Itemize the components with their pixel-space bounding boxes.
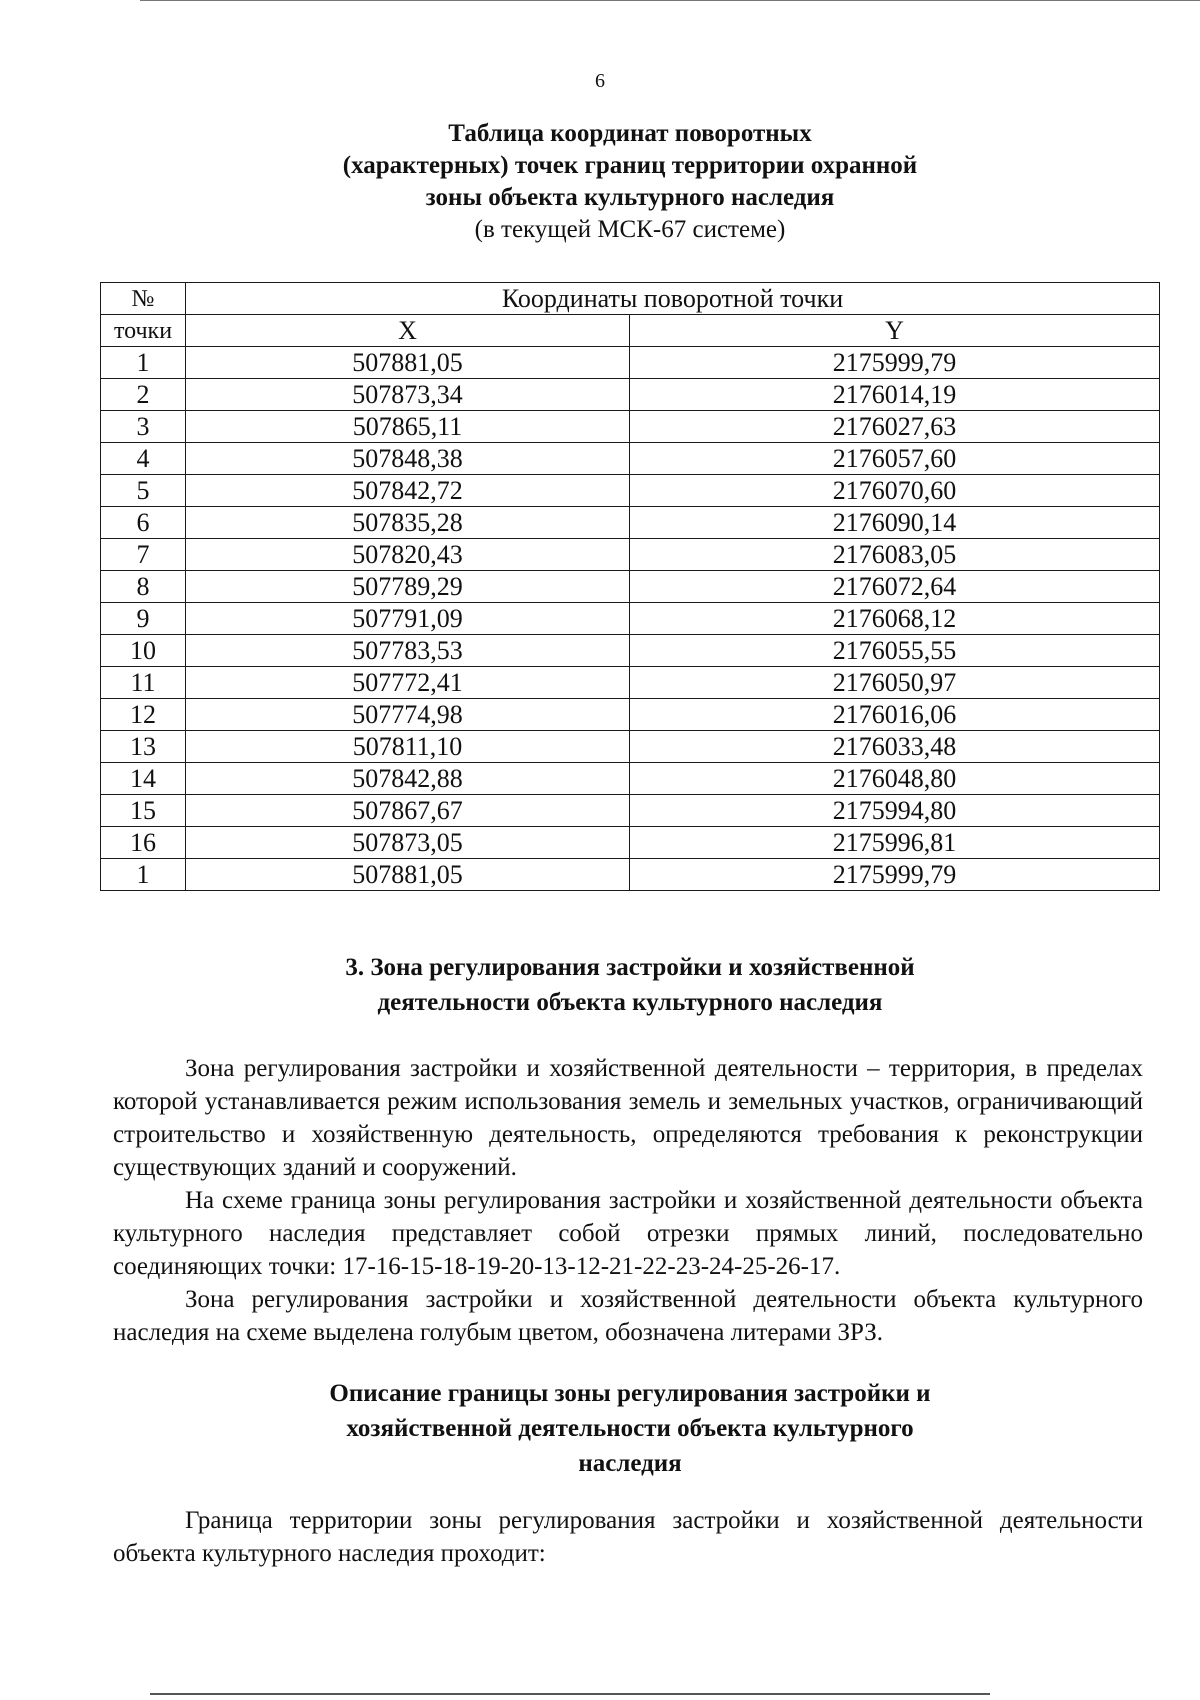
y-coordinate: 2176016,06: [630, 699, 1160, 731]
table-row: [101, 603, 1160, 635]
section-3-heading-line-1: 3. Зона регулирования застройки и хозяйственной: [345, 954, 915, 981]
point-number: 7: [101, 539, 186, 571]
y-coordinate: 2176083,05: [630, 539, 1160, 571]
x-coordinate: 507772,41: [186, 667, 630, 699]
section-3-heading-line-2: деятельности объекта культурного наследия: [377, 989, 883, 1016]
point-number: 1: [101, 347, 186, 379]
y-coordinate: 2176033,48: [630, 731, 1160, 763]
coordinates-header: Координаты поворотной точки: [186, 283, 1160, 315]
x-coordinate: 507835,28: [186, 507, 630, 539]
y-coordinate: 2176068,12: [630, 603, 1160, 635]
point-number: 15: [101, 795, 186, 827]
x-coordinate: 507873,34: [186, 379, 630, 411]
point-number: 2: [101, 379, 186, 411]
point-number: 13: [101, 731, 186, 763]
x-coordinate: 507848,38: [186, 443, 630, 475]
x-coordinate: 507774,98: [186, 699, 630, 731]
y-coordinate: 2176057,60: [630, 443, 1160, 475]
section-3-paragraph-2: На схеме граница зоны регулирования застройки и хозяйственной деятельности объекта культурного наследия представляет собой отрезки прямых линий, последовательно соединяющих точки: 17-16-15-18-19-20-13-12-21-22-23-24-25-26-17.: [113, 1187, 1143, 1280]
y-coordinate: 2176070,60: [630, 475, 1160, 507]
point-number: 4: [101, 443, 186, 475]
x-coordinate: 507789,29: [186, 571, 630, 603]
table-row: [101, 731, 1160, 763]
table-row: [101, 443, 1160, 475]
point-number: 14: [101, 763, 186, 795]
y-column-header: Y: [630, 315, 1160, 347]
x-coordinate: 507881,05: [186, 347, 630, 379]
table-row: [101, 347, 1160, 379]
table-row: [101, 475, 1160, 507]
section-3-heading: [200, 950, 1060, 1020]
point-number: 11: [101, 667, 186, 699]
y-coordinate: 2176027,63: [630, 411, 1160, 443]
table-title-coordinate-system: (в текущей МСК-67 системе): [474, 216, 786, 243]
y-coordinate: 2175996,81: [630, 827, 1160, 859]
x-coordinate: 507881,05: [186, 859, 630, 891]
table-row: [101, 667, 1160, 699]
point-number: 9: [101, 603, 186, 635]
table-title-line-2: (характерных) точек границ территории охранной: [342, 152, 918, 179]
x-coordinate: 507820,43: [186, 539, 630, 571]
table-row: [101, 571, 1160, 603]
x-coordinate: 507842,88: [186, 763, 630, 795]
section-3-body: [113, 1052, 1143, 1349]
table-header-row-2: [101, 315, 1160, 347]
x-coordinate: 507783,53: [186, 635, 630, 667]
bottom-scan-edge-line: [150, 1693, 990, 1695]
boundary-description-heading-line-1: Описание границы зоны регулирования застройки и: [329, 1380, 931, 1407]
table-row: [101, 507, 1160, 539]
table-header-row-1: [101, 283, 1160, 315]
boundary-description-heading-line-3: наследия: [578, 1450, 682, 1477]
point-number: 3: [101, 411, 186, 443]
y-coordinate: 2176048,80: [630, 763, 1160, 795]
x-coordinate: 507791,09: [186, 603, 630, 635]
x-coordinate: 507865,11: [186, 411, 630, 443]
table-title-line-3: зоны объекта культурного наследия: [425, 184, 835, 211]
x-coordinate: 507873,05: [186, 827, 630, 859]
y-coordinate: 2175999,79: [630, 347, 1160, 379]
y-coordinate: 2175999,79: [630, 859, 1160, 891]
x-coordinate: 507842,72: [186, 475, 630, 507]
top-scan-edge-line: [140, 0, 1200, 1]
table-row: [101, 539, 1160, 571]
boundary-description-paragraph: Граница территории зоны регулирования застройки и хозяйственной деятельности объекта культурного наследия проходит:: [113, 1507, 1143, 1567]
section-3-paragraph-3: Зона регулирования застройки и хозяйственной деятельности объекта культурного наследия на схеме выделена голубым цветом, обозначена литерами ЗРЗ.: [113, 1286, 1143, 1346]
table-title: [260, 118, 1000, 246]
y-coordinate: 2176072,64: [630, 571, 1160, 603]
point-number: 6: [101, 507, 186, 539]
point-number: 1: [101, 859, 186, 891]
boundary-description-heading: [200, 1376, 1060, 1481]
boundary-description-heading-line-2: хозяйственной деятельности объекта культурного: [346, 1415, 914, 1442]
table-row: [101, 635, 1160, 667]
point-number: 5: [101, 475, 186, 507]
point-number-header-top: №: [101, 283, 186, 315]
point-number: 12: [101, 699, 186, 731]
table-row: [101, 379, 1160, 411]
table-title-line-1: Таблица координат поворотных: [448, 120, 812, 147]
point-number: 8: [101, 571, 186, 603]
boundary-description-body: [113, 1504, 1143, 1570]
table-row: [101, 827, 1160, 859]
table-row: [101, 795, 1160, 827]
x-coordinate: 507811,10: [186, 731, 630, 763]
x-coordinate: 507867,67: [186, 795, 630, 827]
x-column-header: X: [186, 315, 630, 347]
point-number: 10: [101, 635, 186, 667]
page-number: 6: [595, 70, 605, 92]
point-number: 16: [101, 827, 186, 859]
y-coordinate: 2175994,80: [630, 795, 1160, 827]
coordinates-table: [100, 282, 1160, 891]
y-coordinate: 2176014,19: [630, 379, 1160, 411]
section-3-paragraph-1: Зона регулирования застройки и хозяйственной деятельности – территория, в пределах которой устанавливается режим использования земель и земельных участков, ограничивающий строительство и хозяйственную деятельность, определяются требования к реконструкции существующих зданий и сооружений.: [113, 1055, 1143, 1181]
y-coordinate: 2176090,14: [630, 507, 1160, 539]
table-row: [101, 411, 1160, 443]
table-row: [101, 859, 1160, 891]
table-row: [101, 699, 1160, 731]
y-coordinate: 2176055,55: [630, 635, 1160, 667]
table-row: [101, 763, 1160, 795]
point-number-header-bottom: точки: [101, 315, 186, 347]
y-coordinate: 2176050,97: [630, 667, 1160, 699]
